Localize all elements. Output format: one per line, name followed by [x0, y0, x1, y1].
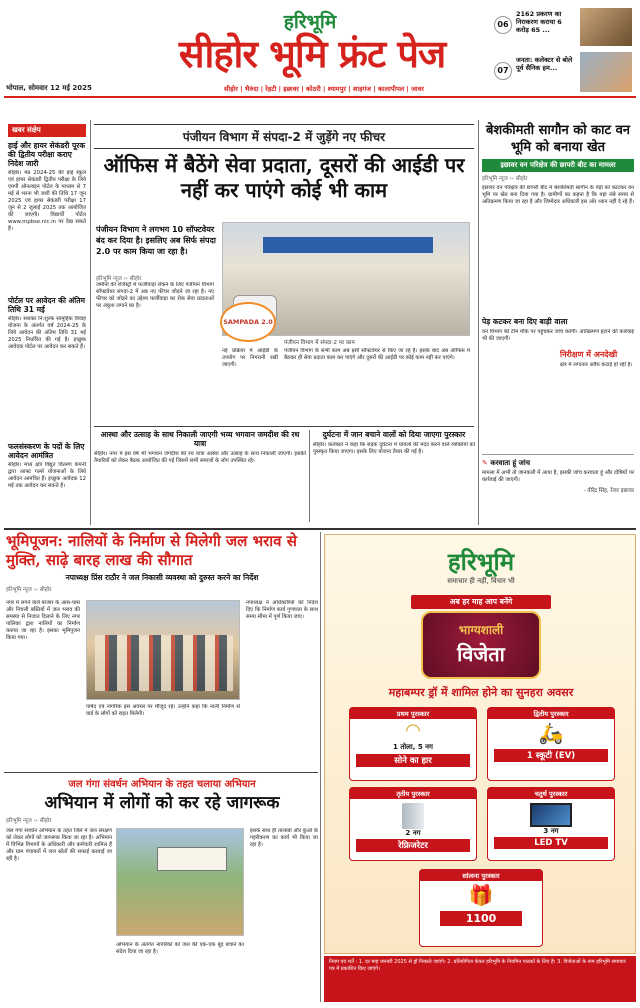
bhumipujan-photo: [86, 600, 240, 700]
photo-caption: पंजीयन विभाग में संपदा-2 पर काम: [284, 340, 355, 346]
promo-photo: [580, 8, 632, 46]
ad-lucky: भाग्यशाली: [458, 623, 504, 637]
town: श्यामपुर: [327, 85, 347, 93]
brief-headline: फलसंस्करण के पदों के लिए आवेदन आमंत्रित: [8, 442, 85, 460]
promo-number: 06: [494, 16, 512, 34]
crowd-shape: [95, 635, 233, 691]
prize-label: तृतीय पुरस्कार: [350, 788, 476, 799]
sub-headline: निरीक्षण में अनदेखी: [560, 350, 618, 359]
scooter-icon: 🛵: [538, 721, 564, 745]
fridge-icon: [402, 803, 424, 829]
brand-logo: हरिभूमि: [283, 11, 337, 33]
story-deck: पंजीयन विभाग ने लगभग 10 सॉफ्टवेयर बंद कर दिया है। इसलिए अब सिर्फ संपदा 2.0 पर काम किया जा रहा है।: [96, 225, 216, 256]
promo-photo: [580, 52, 632, 92]
section-header: खबर संक्षेप: [8, 124, 86, 137]
quote-text: मामला में अभी तो जानकारी में आया है, इसकी जांच करवाता हूं और दोषियों पर कार्रवाई की जाएगी।: [482, 470, 634, 483]
story-subhead: नपाध्यक्ष प्रिंस राठौर ने जल निकासी व्यवस्था को दुरुस्त करने का निर्देश: [65, 573, 259, 582]
town: शाहगंज: [352, 85, 372, 93]
story-headline: आस्था और उत्साह के साथ निकाली जाएगी भव्य भगवान जमदीश की रथ यात्रा: [100, 430, 300, 448]
story-body: नई प्रक्रिया में आईडी के उपयोग पर निगरानी रखी जाएगी।: [222, 348, 278, 368]
town: कालापीपल: [377, 85, 405, 93]
brief-body: सीहोर। मप्र 2024-25 की हाई स्कूल एवं हायर सेकंडरी द्वितीय परीक्षा के लिये एमपी ऑनलाइन पोर्टल के माध्यम से 7 मई से भरना भी जारी की तिथि 17 जून 2025 एवं हायर सेकंडरी परीक्षा 17 जून से 2 जुलाई 2025 तक आयोजित की जाएगी। विद्यार्थी पोर्टल www.mpbse.nic.in पर देख सकते हैं।: [8, 170, 86, 232]
prize-card-4: [487, 787, 615, 861]
story-label: भूमिपूजन:: [6, 532, 63, 550]
banner-shape: [157, 847, 227, 871]
advertisement[interactable]: [324, 534, 636, 954]
prize-value: 3 नग: [543, 827, 559, 835]
story-headline-wrap: [6, 532, 318, 570]
column-divider: [320, 532, 321, 1002]
town: जावर: [411, 85, 424, 93]
story-deck: इछावर वन परिक्षेत्र की छापरी बीट का मामला: [482, 159, 634, 172]
promo-box-2[interactable]: [494, 52, 634, 94]
story-body: पार्षद एवं नागरिक इस अवसर पर मौजूद रहे। उन्होंने कहा कि नाली निर्माण से वार्ड के लोगों को राहत मिलेगी।: [86, 704, 240, 717]
town: इछावर: [283, 85, 299, 93]
prize-card-2: [487, 707, 615, 781]
promo-number: 07: [494, 62, 512, 80]
column-divider: [309, 430, 310, 522]
story-body: नगर में लगने वाले बाजार के आस-पास और निचली बस्तियों में जल भराव की समस्या से निजात दिलाने के लिए नगर पालिका द्वारा नालियों का निर्माण कराया जा रहा है। इसका भूमिपूजन किया गया।: [6, 600, 80, 641]
dateline: भोपाल, सोमवार 12 मई 2025: [6, 84, 92, 92]
story-headline: बेशकीमती सागौन को काट वन भूमि को बनाया खेत: [485, 123, 631, 155]
main-story: [94, 124, 474, 424]
section-rule: [4, 772, 318, 773]
ad-tagline: समाचार ही नहीं, विचार भी: [447, 577, 515, 585]
ad-lucky-badge: [421, 611, 541, 679]
prize-label: द्वितीय पुरस्कार: [488, 708, 614, 719]
story-headline: दुर्घटना में जान बचाने वालों को दिया जाएगा पुरस्कार: [322, 430, 466, 439]
prize-label: प्रथम पुरस्कार: [350, 708, 476, 719]
story-byline: हरिभूमि न्यूज ›› सीहोर: [482, 176, 528, 182]
ad-winner: विजेता: [457, 642, 505, 666]
masthead: [0, 0, 640, 98]
story-byline: हरिभूमि न्यूज ›› सीहोर: [6, 818, 52, 824]
signoff-title: [482, 459, 634, 468]
building-sign: [263, 237, 433, 253]
consolation-card: [419, 869, 543, 947]
section-rule: [4, 528, 636, 530]
brief-headline: पोर्टल पर आवेदन की अंतिम तिथि 31 मई: [8, 296, 85, 314]
column-divider: [478, 120, 479, 525]
story-body: इछावर वन परिक्षेत्र की छापरी बीट में बेशकीमती सागौन के पेड़ों को काटकर वन भूमि पर खेत बना दिया गया है। ग्रामीणों का कहना है कि यहां लंबे समय से अतिक्रमण किया जा रहा है और जिम्मेदार अधिकारी इस ओर ध्यान नहीं दे रहे हैं।: [482, 185, 634, 205]
promo-text: 2162 प्रकरण का निराकरण कराया 6 करोड़ 65 ...: [516, 10, 562, 34]
promo-box-1[interactable]: [494, 8, 634, 48]
story-body: इसके साथ ही तालाबों और कुओं के गहरीकरण का कार्य भी किया जा रहा है।: [250, 828, 318, 848]
story-body: अभियान के अंतर्गत नागरिकों को जल की एक-एक बूंद बचाने का संदेश दिया जा रहा है।: [116, 942, 244, 955]
prize-value: 2 नग: [405, 829, 421, 837]
prize-card-3: [349, 787, 477, 861]
pen-icon: ✎: [482, 459, 488, 467]
story-headline: ऑफिस में बैठेंगे सेवा प्रदाता, दूसरों की आईडी पर नहीं कर पाएंगे कोई भी काम: [103, 153, 465, 202]
story-kicker: जल गंगा संवर्धन अभियान के तहत चलाया अभियान: [68, 779, 256, 790]
story-body: वन विभाग की टीम मौके पर पहुंचकर जांच करेगी। अतिक्रमण हटाने की कार्रवाई भी की जाएगी।: [482, 329, 634, 342]
prize-label: सांत्वना पुरस्कार: [420, 870, 542, 881]
story-body: जल गंगा संवर्धन अभियान के तहत जिले में जल संरक्षण को लेकर लोगों को जागरूक किया जा रहा है। अभियान में विभिन्न विभागों के अधिकारी और कर्मचारी शामिल हैं और ग्राम पंचायतों में जल स्रोतों की सफाई करवाई जा रही है।: [6, 828, 112, 862]
left-column: [8, 124, 86, 524]
ad-terms-strip: नियम एवं शर्तें : 1. दर माह जनवरी 2025 से ड्रॉ निकाले जाएंगे। 2. प्रतियोगिता केवल हरिभूमि के नियमित पाठकों के लिए है। 3. विजेताओं के नाम हरिभूमि समाचार पत्र में प्रकाशित किए जाएंगे।: [324, 956, 636, 1002]
accident-story: [313, 430, 475, 522]
story-body: पंजीयन विभाग के सभी काम अब इसी सॉफ्टवेयर से किए जा रहे हैं। इसके बाद अब ऑफिस में बैठकर ही सेवा प्रदाता काम कर पाएंगे और दूसरों की आईडी पर कोई काम नहीं कर पाएंगे।: [284, 348, 470, 361]
rath-yatra-story: [94, 430, 306, 522]
story-byline: हरिभूमि न्यूज ›› सीहोर: [96, 276, 142, 282]
signoff-label: करवाता हूं जांच: [490, 459, 531, 467]
right-story: [482, 122, 634, 522]
prize-value: 1 स्कूटी (EV): [494, 749, 608, 762]
prize-name: रेफ्रिजरेटर: [356, 839, 470, 852]
sub-headline: पेड़ कटकर बना दिए बाड़ी वाला: [482, 317, 568, 326]
story-body: क्षेत्र में लगातार अवैध कटाई हो रही है।: [560, 362, 633, 368]
prize-label: चतुर्थ पुरस्कार: [488, 788, 614, 799]
section-rule: [94, 426, 474, 427]
brief-headline: हाई और हायर सेकंडरी पूरक की द्वितीय परीक्षा कराए निदेश जारी: [8, 141, 86, 168]
quote-author: - वीरेंद्र सिंह, रेंजर इछावर: [583, 488, 634, 494]
story-body: नपाध्यक्ष ने अधिकारियों को निर्देश दिए कि निर्माण कार्य गुणवत्ता के साथ समय सीमा में पूर्ण किया जाए।: [246, 600, 318, 620]
story-kicker: पंजीयन विभाग में संपदा-2 में जुड़ेंगे नए फीचर: [94, 124, 474, 149]
tv-icon: [530, 803, 572, 827]
necklace-icon: ◠: [405, 720, 421, 741]
story-body: सीहोर। कलेक्टर ने कहा कि सड़क दुर्घटना में घायलों की मदद करने वाले व्यक्तियों को पुरस्कृत किया जाएगा। इसके लिए योजना तैयार की गई है।: [313, 442, 475, 455]
story-body: सीहोर। नगर में इस वर्ष भी भगवान जगदीश की रथ यात्रा आस्था और उत्साह के साथ निकाली जाएगी। इसकी तैयारियों को लेकर बैठक आयोजित की गई जिसमें सभी समाजों के लोग उपस्थित रहे।: [94, 451, 306, 464]
sampada-text: SAMPADA 2.0: [223, 318, 273, 326]
bhumipujan-story: [6, 532, 318, 768]
ad-ribbon: अब हर माह आप बनेंगे: [411, 595, 551, 609]
story-headline: अभियान में लोगों को कर रहे जागरूक: [44, 793, 280, 813]
story-headline: नालियों के निर्माण से मिलेगी जल भराव से मुक्ति, साढ़े बारह लाख की सौगात: [6, 532, 297, 569]
town: रेहटी: [265, 85, 277, 93]
prize-name: सोने का हार: [356, 754, 470, 767]
gift-icon: 🎁: [468, 883, 494, 907]
prize-value: 1 तोला, 5 नग: [393, 743, 433, 751]
prize-card-1: [349, 707, 477, 781]
sampada-logo: [220, 302, 276, 342]
story-body: जमीनों की रजिस्ट्री में फर्जीवाड़ा रोकने के लिए पंजीयन विभाग सॉफ्टवेयर संपदा-2 में अब नए फीचर जोड़ने जा रहा है। नए फीचर को जोड़ने का उद्देश्य फर्जीवाड़ा का रोक सेवा प्रदाताओं पर अंकुश लगाने का है।: [96, 282, 214, 309]
town-list: सीहोर | भैरुंदा | रेहटी | इछावर | कोठरी | श्यामपुर | शाहगंज | कालापीपल | जावर: [224, 85, 424, 93]
town: भैरुंदा: [244, 85, 259, 93]
story-byline: हरिभूमि न्यूज ›› सीहोर: [6, 587, 52, 593]
signoff-box: [482, 454, 634, 512]
prize-name: LED TV: [494, 837, 608, 849]
town: कोठरी: [305, 85, 321, 93]
ad-mega-line: महाबम्पर ड्रॉ में शामिल होने का सुनहरा अवसर: [388, 686, 574, 699]
masthead-rule: [4, 96, 636, 98]
jalganga-story: [6, 776, 318, 1002]
column-divider: [90, 120, 91, 525]
page-title: सीहोर भूमि फ्रंट पेज: [178, 31, 446, 76]
town: सीहोर: [224, 85, 238, 93]
brief-body: सीहोर। मध्य क्षेत्र विद्युत वितरण कंपनी द्वारा आफ्ट गर्ल्स योजनाओं के लिये आवेदन आमंत्रित हैं। इच्छुक आवेदक 12 मई तक आवेदन कर सकते हैं।: [8, 462, 86, 489]
ad-brand: हरिभूमि: [447, 547, 515, 576]
prize-value: 1100: [440, 911, 522, 926]
brief-body: सीहोर। सशक्त नि:शुल्क सामूहिक विवाह योजना के अंतर्गत वर्ष 2024-25 के लिये आवेदन की अंतिम तिथि 31 मई 2025 निर्धारित की गई है। इच्छुक आवेदक पोर्टल पर आवेदन कर सकते हैं।: [8, 316, 86, 350]
promo-text: जनता: कलेक्टर से बोले पूर्व सैनिक हम...: [516, 56, 573, 72]
jalganga-photo: [116, 828, 244, 936]
